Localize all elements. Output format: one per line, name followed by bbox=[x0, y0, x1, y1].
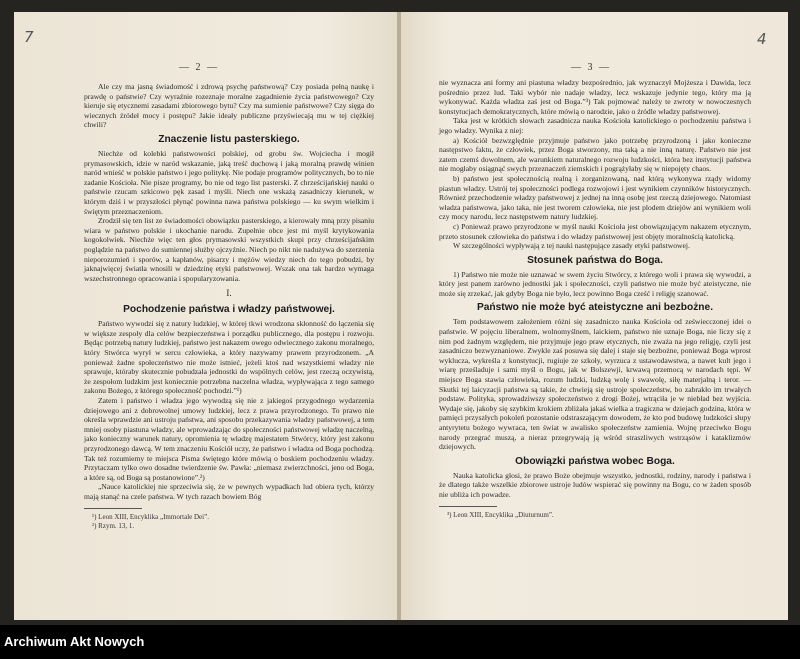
left-page bbox=[14, 12, 397, 620]
section-number: I. bbox=[226, 288, 232, 299]
paragraph: Zrodził się ten list ze świadomości obowiązku pasterskiego, a kierowały mną przy pisaniu wiara w państwo polskie i ukochanie narodu. Zupełnie obce jest mi myśl krytykowania kogokolwiek. Niechże więc ten głos prymasowski wszystkich skupi przy chrześcijańskim poglądzie na państwo do sumiennej służby ojczyźnie. Niech po nikt nie nadużywa do szerzenia nieporozumień i sporów, a kapłanów, pisarzy i mężów wiedzy niech do tego pobudzi, by jaknajwięcej światła wnosili w dziedzinę etyki państwowej. Wszak ona tak bardzo wymaga wszechstronnego opracowania i spopularyzowania. bbox=[84, 216, 374, 283]
book-spread bbox=[14, 12, 788, 620]
intro-paragraph: Ale czy ma jasną świadomość i zdrową psychę państwową? Czy posiada pełną naukę i prawdę o państwie? Czy wyraźnie rozeznaje moralne zagadnienie życia państwowego? Czy kieruje się etycznemi zasadami zbiorowego bytu? Czy ma sumienie państwowe? Czy sięga do wiecznych źródeł mocy i postępu? Jakie ideały publiczne przyświecają mu w tej ciężkiej chwili? bbox=[84, 82, 374, 130]
paragraph: „Nauce katolickiej nie sprzeciwia się, że w pewnych wypadkach lud obiera tych, którzy mają stanąć na czele państwa. W tych razach bowiem Bóg bbox=[84, 482, 374, 501]
paragraph: Zatem i państwo i władza jego wywodzą się nie z jakiegoś przygodnego wydarzenia dziejowego ani z dobrowolnej umowy ludzkiej, lecz z prawa przyrodzonego. To prawo nie określa wprawdzie ani ustroju państwa, ani sposobu przekazywania władzy państwowej, a tem mniej osoby piastuna władzy, ale wprowadzając do społeczności państwowej władzę naczelną, jako konieczny warunek natury, opromienia tę władzę majestatem Stwórcy, który jest zakonu przyrodzonego dawcą. W tem znaczeniu Kościół uczy, że państwo i władza od Boga pochodzą. Tak też rozumiemy te miejsca Pisma świętego które mówią o boskiem pochodzeniu władzy. Przytaczam tylko owo dosadne twierdzenie św. Pawła: „niemasz zwierzchności, jeno od Boga, a które są, od Boga są postanowione”.²) bbox=[84, 396, 374, 482]
footnote: ³) Leon XIII, Encyklika „Diuturnum”. bbox=[447, 510, 554, 519]
paragraph: Niechże od kolebki państwowości polskiej, od grobu św. Wojciecha i mogił prymasowskich, idzie w naród wskazanie, jaką treść duchową i jaką moralną prawdę winien naród wnieść w polskie państwo i jego politykę. Nie podaje programów politycznych, bo to nie zadanie Kościoła. Nie pisze programy, bo nie od tego list pasterski. Z chrześcijańskiej nauki o państwie rzucam szkicowo pęk zasad i myśli. Niech one wskażą zasadniczy kierunek, w którym dziś i w przyszłości płynąć powinna nawa państwa polskiego — ku swym wielkim i świętym przeznaczeniom. bbox=[84, 148, 374, 216]
handwritten-page-number-left: 7 bbox=[24, 28, 34, 46]
paragraph: Nauka katolicka głosi, że prawo Boże obejmuje wszystko, jednostki, rodziny, narody i państwa i że dlatego także wszelkie zbiorowe ustroje ludów wspierać się powinny na Bogu, co w żaden sposób nie ubliża ich powadze. bbox=[439, 470, 751, 499]
paragraph: nie wyznacza ani formy ani piastuna władzy bezpośrednio, jak wyznaczył Mojżesza i Dawida, lecz pośrednio przez lud. Taki wybór nie nadaje władzy, lecz wskazuje jedynie tego, który ma ją wykonywać. Każda władza zaś jest od Boga.”³) Tak pojmować należy te zwroty w nowoczesnych konstytucjach demokratycznych, które mówią o narodzie, jako o źródle władzy państwowej. bbox=[439, 78, 751, 116]
archive-footer-bar bbox=[0, 625, 800, 659]
heading-pochodzenie: Pochodzenie państwa i władzy państwowej. bbox=[123, 304, 335, 316]
right-page bbox=[401, 12, 788, 620]
heading-ateistyczne: Państwo nie może być ateistyczne ani bezbożne. bbox=[476, 302, 714, 314]
paragraph: 1) Państwo nie może nie uznawać w swem życiu Stwórcy, z którego woli i prawa się wywodzi, a który jest panem zarówno jednostki jak i społeczności, czyli państwo nie może być ateistyczne, nie może się zrzekać, jak gdyby Boga nie było, lecz powinno Boga cześć i religję szanować. bbox=[439, 269, 751, 298]
paragraph: Tem podstawowem założeniem różni się zasadniczo nauka Kościoła od zeświecczonej idei o państwie. W pojęciu liberalnem, wolnomyślnem, laickiem, państwo nie uznaje Boga, nie liczy się z nim pod żadnym względem, nie przyjmuje jego praw etycznych, nie zważa na jego religję, czyli jest zasadniczo bezwyznaniowe. Zwykle zaś posuwa się dalej i staje się bezbożne, ponieważ Boga wprost wyklucza, wykreśla z konstytucji, rugiuje ze szkoły, wyrzuca z ustawodawstwa, a nawet kult jego i wiarę prześladuje i sami myśl o Bogu, jak w Bolszewji, krwawą przemocą w narodach tępi. W miejsce Boga stawia człowieka, rozum ludzki, ludzką wolę i swawolę, siłę materjalną i teror. — Skutki tej laicyzacji państwa są takie, że chwieją się ustroje społeczeństw, bo zabrakło im trwałych podstaw. Polityka, sprowadziwszy społeczeństwo z drogi Bożej, wtrąciła je w niebład bez wyjścia. Wydaje się, jakoby się szybkim krokiem zbliżała jakaś wielka a tragiczna w dziejach godzina, która w pamięci przyszłych pokoleń pozostanie odstraszającym dowodem, że kto pod budowę ludzkości słupy antyrytetu bożego wywraca, ten świat w awalisko społeczeństw zamienia. Wojnę przeciwko Bogu narody przegrać muszą, a nieraz przegrywają ją wśród straszliwych wstrząsów i kataklizmów dziejowych. bbox=[439, 317, 751, 452]
page-number-right: — 3 — bbox=[571, 62, 611, 73]
paragraph: Państwo wywodzi się z natury ludzkiej, w której tkwi wrodzona skłonność do łączenia się w większe zespoły dla celów bezpieczeństwa i porządku publicznego, dla postępu i rozwoju. Będąc potrzebą natury ludzkiej, państwo jest nakazem owego odwiecznego zakonu moralnego, który Stwórca wyrył w sercu człowieka, a który nazywamy prawem przyrodzonem. „A ponieważ żadne społeczeństwo nie może istnieć, jeżeli ktoś nad wszystkiemi władzy nie sprawuje, któraby skutecznie pobudzała jednostki do wspólnych celów, jest rzeczą oczywistą, że zespołom ludzkim jest koniecznie potrzebna naczelna władza, wypływająca z tego samego zakonu Bożego, z którego społeczność pochodzi.”¹) bbox=[84, 319, 374, 396]
heading-znaczenie: Znaczenie listu pasterskiego. bbox=[158, 133, 300, 145]
list-item-b: b) państwo jest społecznością realną i zorganizowaną, nad którą wykonywa rządy widomy piastun władzy. Ustrój tej społeczności podlega rozwojowi i jest wynikiem czynników historycznych. Również przechodzenie władzy państwowej z jednej na inną osobę jest rzeczą dziejowego. Natomiast władza państwowa, jako taka, nie jest tworem człowieka, nie jest plodem dziejów ani wynikiem woli czy mocy narodu, lecz następstwem natury ludzkiej. bbox=[439, 173, 751, 222]
handwritten-page-number-right: 4 bbox=[757, 30, 767, 48]
list-item-c: c) Ponieważ prawo przyrodzone w myśl nauki Kościoła jest obowiązującym nakazem etycznym, przeto stosunek człowieka do państwa i do władzy państwowej jest objęty moralnością katolicką. bbox=[439, 221, 751, 241]
footnote-rule bbox=[439, 506, 497, 507]
footnote-rule bbox=[84, 508, 142, 509]
heading-stosunek: Stosunek państwa do Boga. bbox=[527, 254, 663, 266]
paragraph: Taka jest w krótkich słowach zasadnicza nauka Kościoła katolickiego o pochodzeniu państwa i jego władzy. Wynika z niej: bbox=[439, 116, 751, 135]
list-item-a: a) Kościół bezwzględnie przyjmuje państwo jako potrzebę przyrodzoną i jako konieczne następstwo faktu, że człowiek, przez Boga stworzony, ma taką a nie inną naturę. Państwo nie jest zatem czemś dowolnem, ale warunkiem naturalnego rozwoju ludzkości, która bez instytucji państwa nie mogłaby osiągnąć swych przeznaczeń ziemskich i pogrążyłaby się w niepojęty chaos. bbox=[439, 135, 751, 174]
right-text-column bbox=[439, 78, 751, 520]
left-text-column bbox=[84, 82, 374, 532]
archive-name: Archiwum Akt Nowych bbox=[4, 634, 145, 649]
page-number-left: — 2 — bbox=[179, 62, 219, 73]
heading-obowiazki: Obowiązki państwa wobec Boga. bbox=[515, 455, 675, 467]
footnote: ²) Rzym. 13, 1. bbox=[92, 522, 135, 531]
paragraph: W szczególności wypływają z tej nauki następujące zasady etyki państwowej. bbox=[453, 241, 690, 251]
footnote: ¹) Leon XIII, Encyklika „Immortale Dei”. bbox=[92, 512, 209, 521]
